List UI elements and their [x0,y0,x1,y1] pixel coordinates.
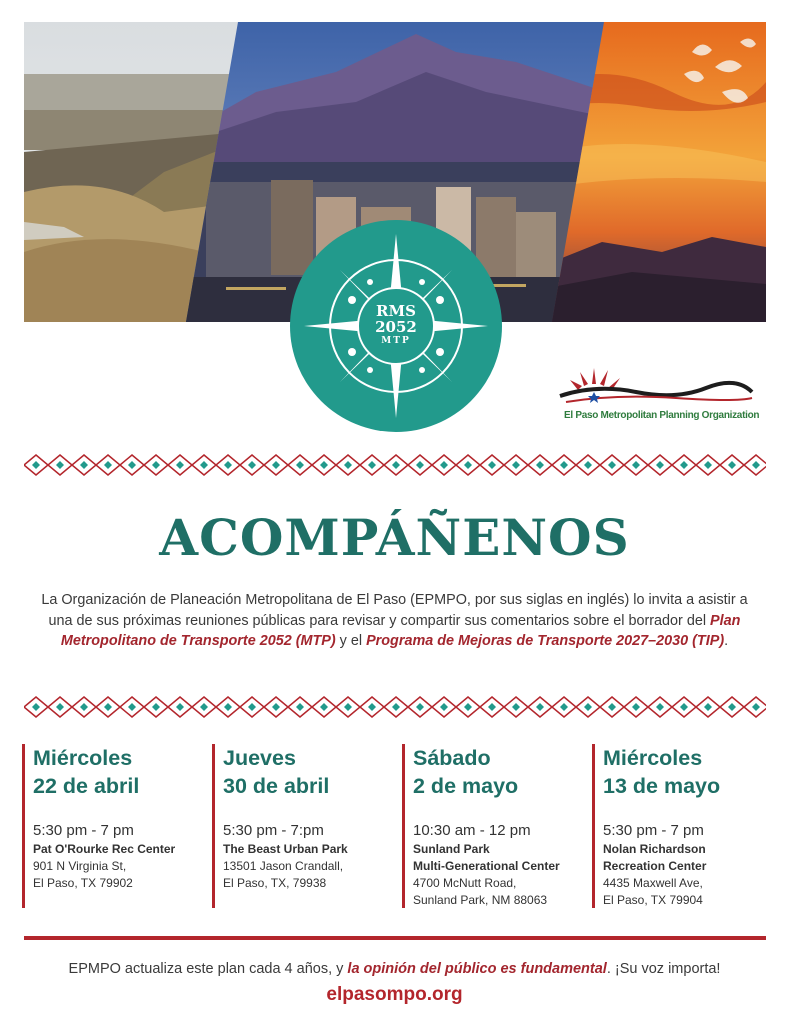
border-diamond-center [152,461,160,469]
border-diamond-center [80,703,88,711]
event-venue-line2: Multi-Generational Center [413,859,560,873]
border-diamond-center [200,461,208,469]
event-venue: Pat O'Rourke Rec Center [33,842,176,856]
event-3 [402,744,560,908]
border-diamond-center [752,461,760,469]
border-diamond-center [272,703,280,711]
intro-text-3: . [724,633,729,649]
border-diamond-center [704,703,712,711]
rms-2052-compass-logo [290,220,502,432]
border-diamond-center [440,461,448,469]
border-diamond-center [464,703,472,711]
border-diamond-center [464,461,472,469]
border-diamond-center [200,703,208,711]
border-diamond-center [56,461,64,469]
border-diamond-center [320,703,328,711]
event-address-line2: El Paso, TX 79902 [33,876,133,890]
border-diamond-center [248,703,256,711]
border-diamond-center [104,461,112,469]
event-venue-line2: Recreation Center [603,859,707,873]
border-diamond-center [296,703,304,711]
border-diamond-center [440,703,448,711]
event-venue-line1: Sunland Park [413,842,490,856]
event-venue-line1: Nolan Richardson [603,842,706,856]
event-address-line2: Sunland Park, NM 88063 [413,893,548,907]
border-diamond-center [56,703,64,711]
border-diamond-center [536,703,544,711]
decorative-border-bottom [24,694,766,720]
border-diamond-center [152,703,160,711]
website-link[interactable]: elpasompo.org [326,984,463,1005]
event-day: Miércoles [33,746,133,770]
event-address-line1: 4700 McNutt Road, [413,876,517,890]
epmpo-logo-caption: El Paso Metropolitan Planning Organization [564,410,760,421]
footer-divider [24,936,766,940]
event-time: 5:30 pm - 7 pm [33,822,134,839]
footer-text-2: . ¡Su voz importa! [606,961,721,977]
mtp-highlight: Plan Metropolitano de Transporte 2052 (MTP) [60,612,741,649]
border-diamond-center [608,703,616,711]
border-diamond-center [248,461,256,469]
border-diamond-center [368,703,376,711]
event-time: 5:30 pm - 7:pm [223,822,324,839]
border-diamond-center [128,703,136,711]
footer-text-1: EPMPO actualiza este plan cada 4 años, y [68,961,348,977]
compass-mtp-text: MTP [381,336,411,346]
border-diamond-center [368,461,376,469]
border-diamond-center [488,703,496,711]
border-diamond-center [416,461,424,469]
border-diamond-center [656,461,664,469]
event-date: 2 de mayo [413,774,519,798]
border-diamond-center [488,461,496,469]
border-diamond-center [176,703,184,711]
event-2 [212,744,348,908]
tip-highlight: Programa de Mejoras de Transporte 2027–2030 (TIP) [366,633,725,649]
border-diamond-center [656,703,664,711]
event-address-line2: El Paso, TX 79904 [603,893,703,907]
border-diamond-center [296,461,304,469]
headline: ACOMPÁÑENOS [159,508,630,567]
event-time: 5:30 pm - 7 pm [603,822,704,839]
border-diamond-center [584,461,592,469]
event-address-line1: 4435 Maxwell Ave, [603,876,703,890]
border-diamond-center [344,703,352,711]
border-diamond-center [512,461,520,469]
event-address-line2: El Paso, TX, 79938 [223,876,327,890]
event-day: Jueves [223,746,296,770]
border-diamond-center [128,461,136,469]
event-4 [592,744,720,908]
event-address-line1: 13501 Jason Crandall, [223,859,344,873]
intro-text-2: y el [335,633,367,649]
border-diamond-center [320,461,328,469]
compass-rms-text: RMS [376,302,416,320]
event-date: 30 de abril [223,774,330,798]
event-1 [22,744,175,908]
event-address-line1: 901 N Virginia St, [33,859,127,873]
intro-paragraph [30,590,759,652]
border-diamond-center [560,461,568,469]
diamond-pattern [24,694,766,720]
border-diamond-center [512,703,520,711]
event-date: 13 de mayo [603,774,721,798]
intro-text-1: La Organización de Planeación Metropolitana de El Paso (EPMPO, por sus siglas en inglés) lo invita a asistir a una de sus próximas reuniones públicas para revisar y compartir sus comentarios sobre el borrador del [41,592,748,629]
border-diamond-center [728,703,736,711]
border-diamond-center [80,461,88,469]
border-diamond-center [752,703,760,711]
border-diamond-center [344,461,352,469]
border-diamond-center [416,703,424,711]
border-diamond-center [272,461,280,469]
compass-year-text: 2052 [375,318,417,336]
border-diamond-center [680,461,688,469]
border-diamond-center [584,703,592,711]
diamond-pattern [24,452,766,478]
border-diamond-center [32,703,40,711]
border-diamond-center [536,461,544,469]
footer-text [0,961,789,977]
border-diamond-center [32,461,40,469]
decorative-border-top [24,452,766,478]
border-diamond-center [728,461,736,469]
border-diamond-center [704,461,712,469]
border-diamond-center [560,703,568,711]
border-diamond-center [224,461,232,469]
event-day: Miércoles [603,746,703,770]
border-diamond-center [392,703,400,711]
event-date: 22 de abril [33,774,140,798]
border-diamond-center [392,461,400,469]
border-diamond-center [632,461,640,469]
border-diamond-center [608,461,616,469]
border-diamond-center [632,703,640,711]
border-diamond-center [680,703,688,711]
border-diamond-center [104,703,112,711]
star-icon [588,392,600,403]
border-diamond-center [176,461,184,469]
event-day: Sábado [413,746,491,770]
event-venue: The Beast Urban Park [223,842,348,856]
event-time: 10:30 am - 12 pm [413,822,531,839]
footer-highlight: la opinión del público es fundamental [347,961,607,977]
border-diamond-center [224,703,232,711]
